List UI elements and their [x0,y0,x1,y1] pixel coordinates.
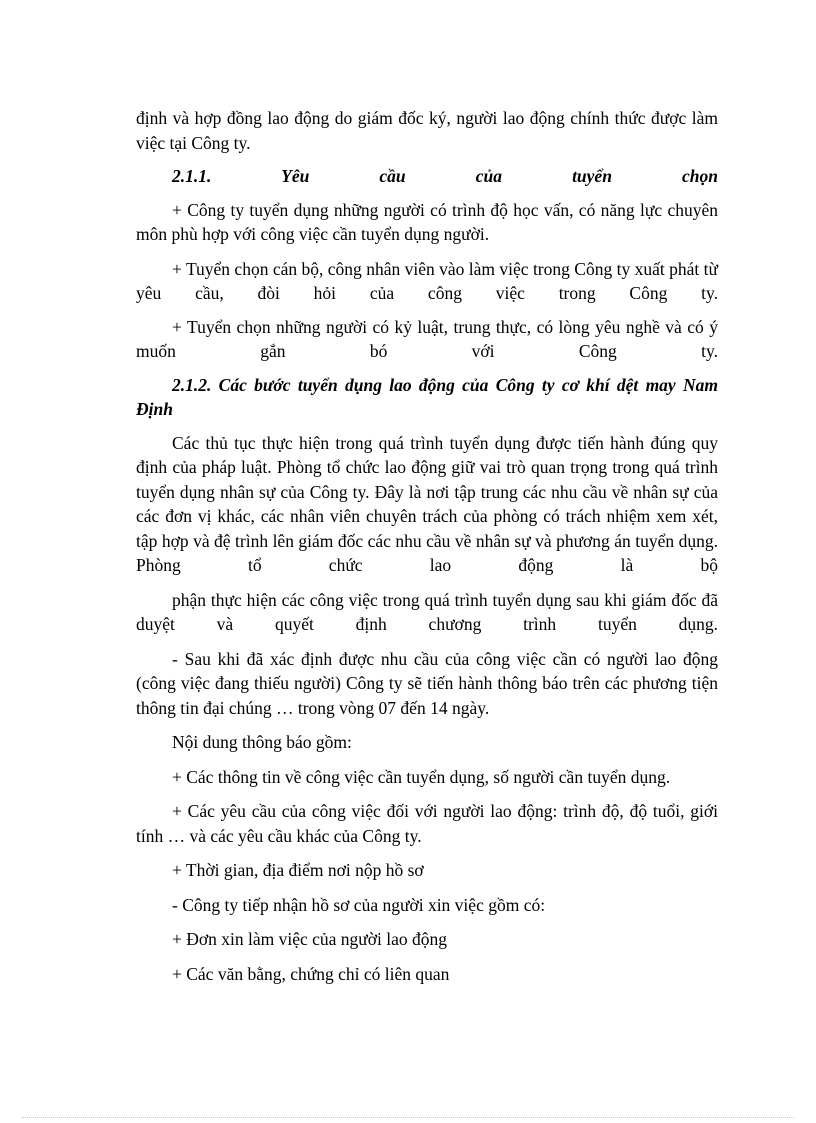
requirement-item: + Công ty tuyển dụng những người có trình độ học vấn, có năng lực chuyên môn phù hợp với công việc cần tuyển dụng người. [136,199,718,244]
announcement-content-item: + Thời gian, địa điểm nơi nộp hồ sơ [172,860,424,880]
procedures-paragraph: Các thủ tục thực hiện trong quá trình tuyển dụng được tiến hành đúng quy định của pháp luật. Phòng tổ chức lao động giữ vai trò quan trọng trong quá trình tuyển dụng nhân sự của Công ty. Đây là nơi tập trung các nhu cầu về nhân sự của các đơn vị khác, các nhân viên chuyên trách của phòng có trách nhiệm xem xét, tập hợp và đệ trình lên giám đốc các nhu cầu về nhân sự và phương án tuyển dụng. Phòng tổ chức lao động là bộ [136,432,718,575]
intro-paragraph: định và hợp đồng lao động do giám đốc ký, người lao động chính thức được làm việc tại Công ty. [136,108,718,153]
section-heading-2-1-1: 2.1.1. Yêu cầu của tuyển chọn [172,166,718,186]
section-heading-2-1-2: 2.1.2. Các bước tuyển dụng lao động của Công ty cơ khí dệt may Nam Định [136,374,718,419]
dossier-item: + Các văn bằng, chứng chỉ có liên quan [172,963,450,984]
requirement-item: + Tuyển chọn những người có kỷ luật, trung thực, có lòng yêu nghề và có ý muốn gắn bó với Công ty. [136,316,718,361]
announcement-content-item: + Các thông tin về công việc cần tuyển dụng, số người cần tuyển dụng. [172,766,671,787]
procedures-paragraph-continued: phận thực hiện các công việc trong quá trình tuyển dụng sau khi giám đốc đã duyệt và quyết định chương trình tuyển dụng. [136,589,718,634]
document-page [136,106,718,986]
announcement-content-title: Nội dung thông báo gồm: [172,732,352,752]
dossier-paragraph: - Công ty tiếp nhận hồ sơ của người xin việc gồm có: [172,894,546,915]
announcement-content-item: + Các yêu cầu của công việc đối với người lao động: trình độ, độ tuổi, giới tính … và các yêu cầu khác của Công ty. [136,801,718,846]
requirement-item: + Tuyển chọn cán bộ, công nhân viên vào làm việc trong Công ty xuất phát từ yêu cầu, đòi hỏi của công việc trong Công ty. [136,258,718,303]
page-bottom-divider [22,1117,794,1118]
announcement-paragraph: - Sau khi đã xác định được nhu cầu của công việc cần có người lao động (công việc đang thiếu người) Công ty sẽ tiến hành thông báo trên các phương tiện thông tin đại chúng … trong vòng 07 đến 14 ngày. [136,648,718,718]
dossier-item: + Đơn xin làm việc của người lao động [172,929,448,949]
